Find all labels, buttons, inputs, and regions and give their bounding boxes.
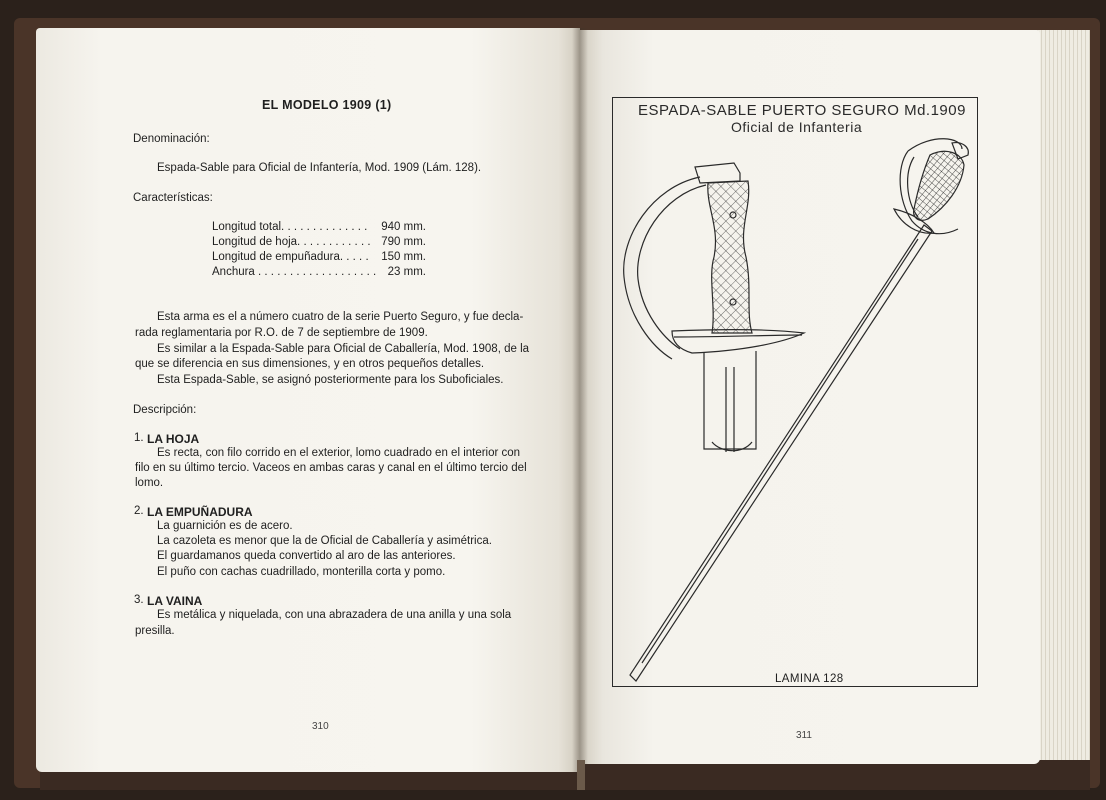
section-line: Es recta, con filo corrido en el exterior, lomo cuadrado en el interior con	[157, 447, 521, 459]
section-line: El puño con cachas cuadrillado, monterilla corta y pomo.	[157, 566, 446, 578]
hilt-detail-drawing	[624, 163, 804, 452]
left-page	[36, 28, 580, 772]
section-number: 1.	[134, 432, 144, 444]
spec-value: 790 mm.	[381, 236, 426, 248]
denominacion-text: Espada-Sable para Oficial de Infantería, Mod. 1909 (Lám. 128).	[157, 162, 482, 174]
paragraph-line: Esta arma es el a número cuatro de la serie Puerto Seguro, y fue decla-	[157, 311, 524, 323]
spec-label: Longitud de hoja. . . . . . . . . . . .	[212, 236, 371, 248]
section-line: Es metálica y niquelada, con una abrazadera de una anilla y una sola	[157, 609, 512, 621]
paragraph-line: Esta Espada-Sable, se asignó posteriormente para los Suboficiales.	[157, 374, 504, 386]
spec-value: 150 mm.	[381, 251, 426, 263]
spec-value: 23 mm.	[387, 266, 426, 278]
denominacion-label: Denominación:	[133, 133, 210, 145]
section-heading-vaina: LA VAINA	[147, 594, 203, 608]
paragraph-line: Es similar a la Espada-Sable para Oficial de Caballería, Mod. 1908, de la	[157, 343, 530, 355]
spec-value: 940 mm.	[381, 221, 426, 233]
paragraph-line: que se diferencia en sus dimensiones, y en otros pequeños detalles.	[135, 358, 485, 370]
caracteristicas-label: Características:	[133, 192, 213, 204]
descripcion-label: Descripción:	[133, 404, 197, 416]
bookmark-ribbon	[577, 760, 585, 790]
section-line: El guardamanos queda convertido al aro de las anteriores.	[157, 550, 456, 562]
spec-label: Longitud total. . . . . . . . . . . . . .	[212, 221, 368, 233]
section-line: presilla.	[135, 625, 175, 637]
page-title: EL MODELO 1909 (1)	[262, 98, 392, 112]
section-number: 3.	[134, 594, 144, 606]
page-number-right: 311	[796, 730, 812, 741]
paragraph-line: rada reglamentaria por R.O. de 7 de septiembre de 1909.	[135, 327, 428, 339]
section-line: lomo.	[135, 477, 164, 489]
section-line: La cazoleta es menor que la de Oficial de Caballería y asimétrica.	[157, 535, 492, 547]
section-number: 2.	[134, 505, 144, 517]
full-sword-drawing	[630, 139, 968, 681]
page-number-left: 310	[312, 721, 329, 732]
section-line: filo en su último tercio. Vaceos en ambas caras y canal en el último tercio del	[135, 462, 527, 474]
section-heading-empunadura: LA EMPUÑADURA	[147, 505, 253, 519]
plate-subtitle: Oficial de Infanteria	[731, 119, 863, 135]
spec-label: Longitud de empuñadura. . . . .	[212, 251, 369, 263]
plate-title: ESPADA-SABLE PUERTO SEGURO Md.1909	[638, 102, 966, 119]
spec-label: Anchura . . . . . . . . . . . . . . . . . . .	[212, 266, 377, 278]
sword-illustration	[612, 97, 978, 687]
plate-label: LAMINA 128	[775, 673, 844, 685]
section-heading-hoja: LA HOJA	[147, 432, 200, 446]
book-gutter	[572, 28, 588, 772]
section-line: La guarnición es de acero.	[157, 520, 293, 532]
